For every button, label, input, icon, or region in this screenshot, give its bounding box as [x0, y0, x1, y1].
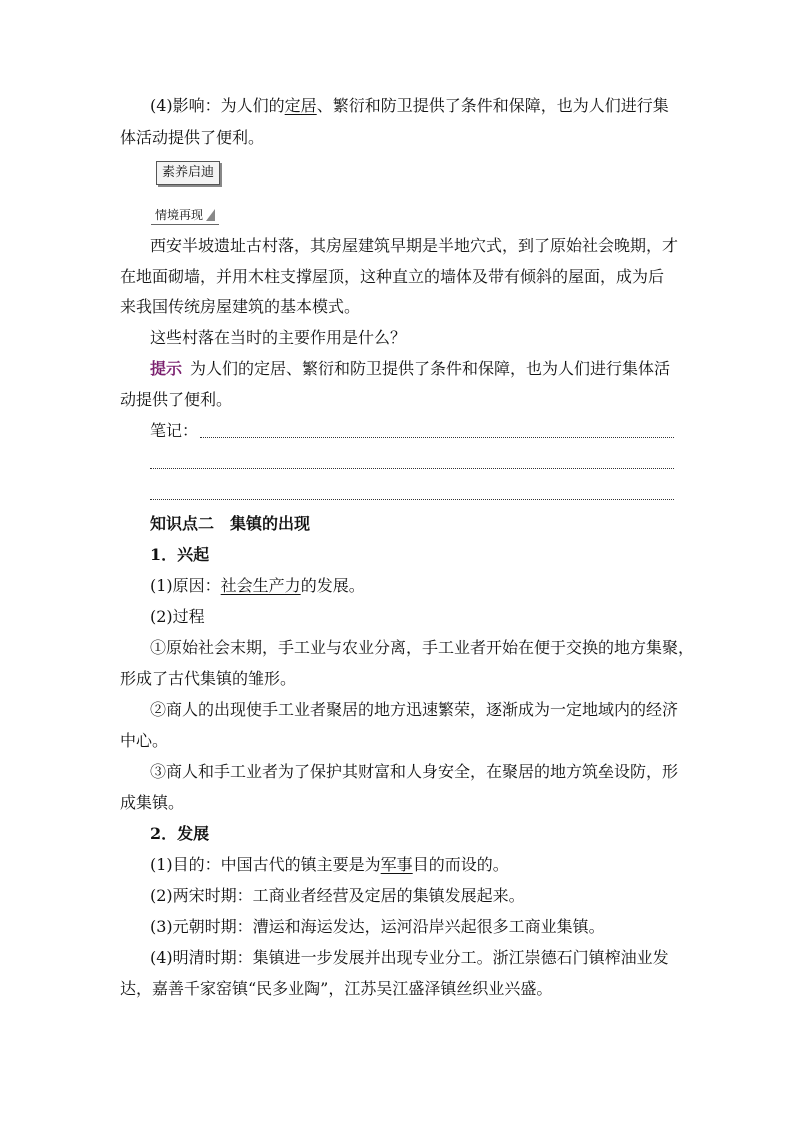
rise-title: 1．兴起 [150, 545, 210, 564]
cause-text-a: (1)原因： [150, 576, 221, 595]
rise-process: (2)过程 [150, 607, 205, 626]
hint-line-2: 动提供了便利。 [120, 390, 233, 409]
literacy-badge: 素养启迪 [156, 161, 220, 185]
dev-item-3: (3)元朝时期：漕运和海运发达，运河沿岸兴起很多工商业集镇。 [150, 917, 605, 936]
hint-label: 提示 [150, 359, 183, 378]
process-item-1-line-2: 形成了古代集镇的雏形。 [120, 669, 297, 688]
corner-triangle-icon [206, 209, 215, 221]
underlined-term-settle: 定居 [284, 96, 317, 115]
process-item-2-line-2: 中心。 [120, 731, 169, 750]
notes-label: 笔记： [150, 421, 199, 440]
scenario-para-line-3: 来我国传统房屋建筑的基本模式。 [120, 297, 361, 316]
process-item-3-line-2: 成集镇。 [120, 793, 185, 812]
rise-cause [150, 576, 365, 596]
notes-line-3 [150, 499, 674, 500]
scenario-badge-label: 情境再现 [155, 208, 204, 222]
scenario-question: 这些村落在当时的主要作用是什么？ [150, 328, 407, 347]
influence-line-1 [150, 96, 669, 116]
influence-line-2: 体活动提供了便利。 [120, 128, 265, 147]
development-title: 2．发展 [150, 824, 210, 843]
notes-line-1 [200, 437, 674, 438]
dev-item-4-line-2: 达，嘉善千家窑镇“民多业陶”，江苏吴江盛泽镇丝织业兴盛。 [120, 979, 553, 998]
influence-text-a: (4)影响：为人们的 [150, 96, 285, 115]
scenario-badge [151, 206, 219, 225]
dev-item-1-text-a: (1)目的：中国古代的镇主要是为 [150, 855, 381, 874]
notes-line-2 [150, 468, 674, 469]
dev-item-4-line-1: (4)明清时期：集镇进一步发展并出现专业分工。浙江崇德石门镇榨油业发 [150, 948, 669, 967]
underlined-term-productivity: 社会生产力 [220, 576, 301, 595]
cause-text-b: 的发展。 [300, 576, 365, 595]
dev-item-1-text-b: 目的而设的。 [412, 855, 509, 874]
underlined-term-military: 军事 [380, 855, 413, 874]
dev-item-1 [150, 855, 509, 875]
scenario-para-line-1: 西安半坡遗址古村落，其房屋建筑早期是半地穴式，到了原始社会晚期，才 [150, 236, 679, 255]
process-item-3-line-1: ③商人和手工业者为了保护其财富和人身安全，在聚居的地方筑垒设防，形 [150, 762, 679, 781]
knowledge-point-2-heading: 知识点二 集镇的出现 [150, 514, 311, 533]
dev-item-2: (2)两宋时期：工商业者经营及定居的集镇发展起来。 [150, 886, 525, 905]
hint-line-1 [150, 359, 670, 379]
influence-text-b: 、繁衍和防卫提供了条件和保障，也为人们进行集 [316, 96, 669, 115]
scenario-para-line-2: 在地面砌墙，并用木柱支撑屋顶，这种直立的墙体及带有倾斜的屋面，成为后 [120, 267, 665, 286]
hint-text: 为人们的定居、繁衍和防卫提供了条件和保障，也为人们进行集体活 [190, 359, 671, 378]
process-item-2-line-1: ②商人的出现使手工业者聚居的地方迅速繁荣，逐渐成为一定地域内的经济 [150, 700, 679, 719]
process-item-1-line-1: ①原始社会末期，手工业与农业分离，手工业者开始在便于交换的地方集聚， [150, 638, 695, 657]
